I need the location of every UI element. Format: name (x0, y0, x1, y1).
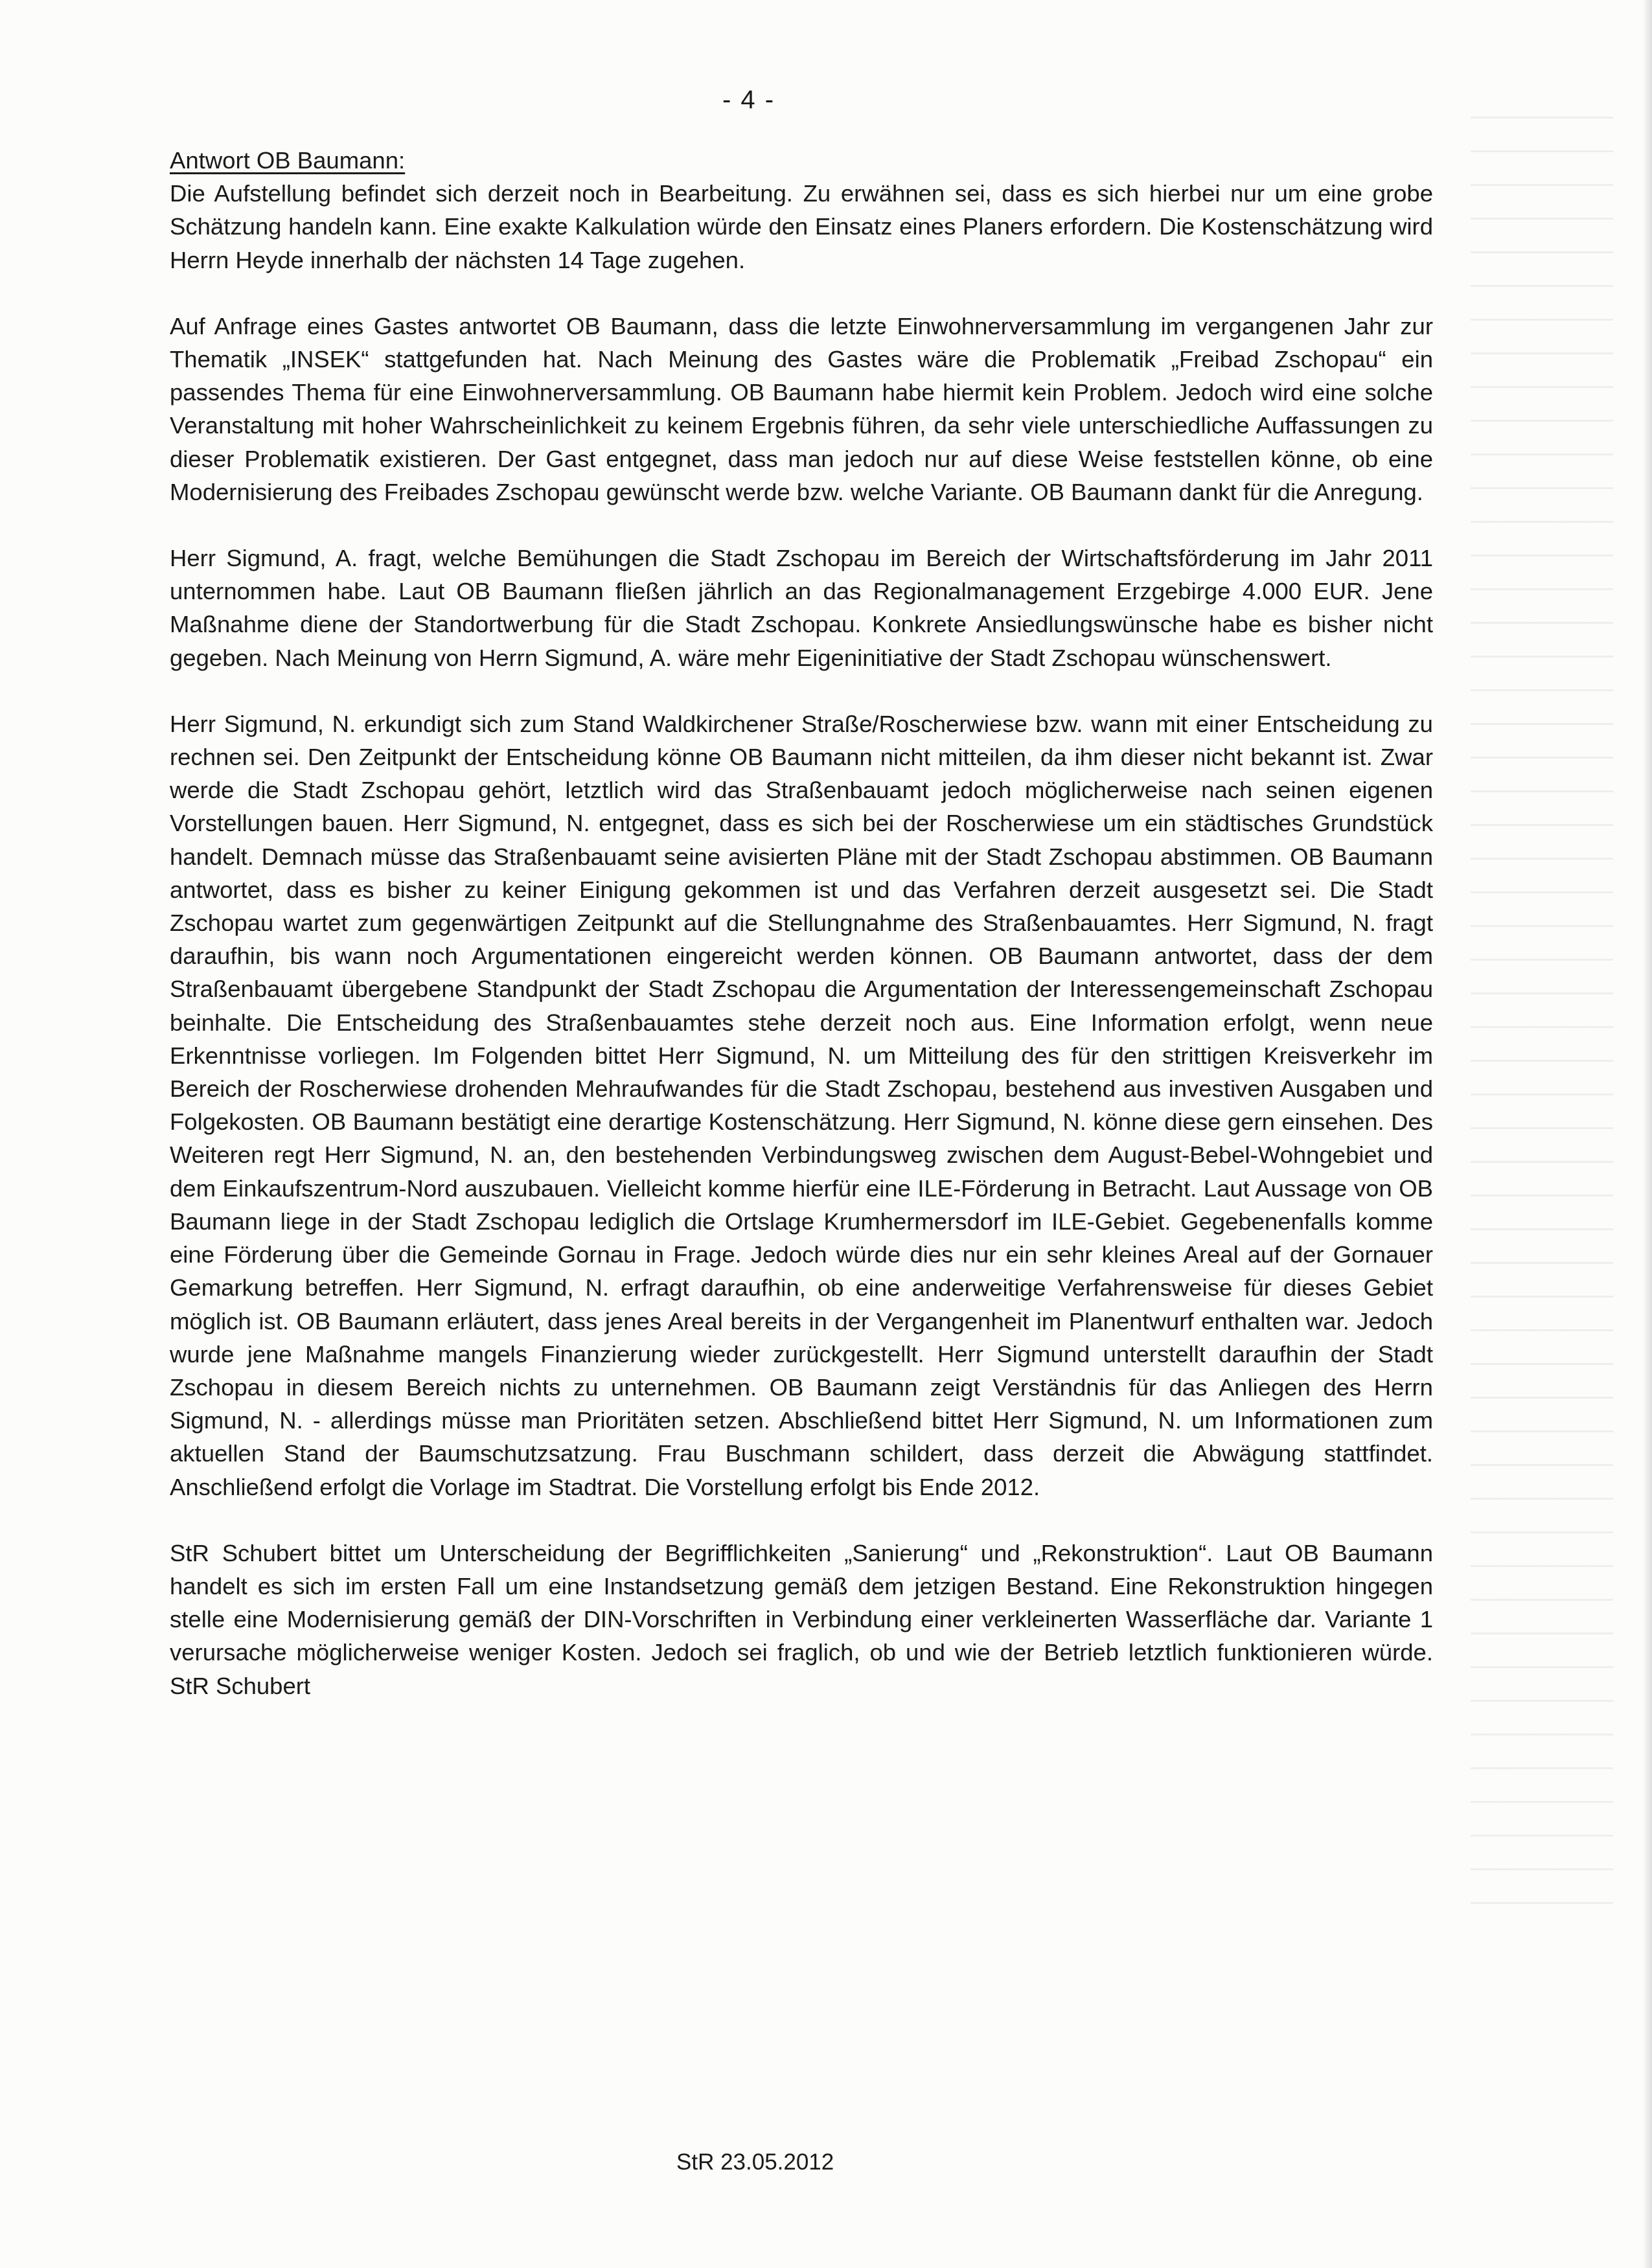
paragraph-sigmund-n: Herr Sigmund, N. erkundigt sich zum Stand Waldkirchener Straße/Roscherwiese bzw. wann mit einer Entscheidung zu rechnen sei. Den Zeitpunkt der Entscheidung könne OB Baumann nicht mitteilen, da ihm dieser nicht bekannt ist. Zwar werde die Stadt Zschopau gehört, letztlich wird das Straßenbauamt jedoch möglicherweise nach seinen eigenen Vorstellungen bauen. Herr Sigmund, N. entgegnet, dass es sich bei der Roscherwiese um ein städtisches Grundstück handelt. Demnach müsse das Straßenbauamt seine avisierten Pläne mit der Stadt Zschopau abstimmen. OB Baumann antwortet, dass es bisher zu keiner Einigung gekommen ist und das Verfahren derzeit ausgesetzt sei. Die Stadt Zschopau wartet zum gegenwärtigen Zeitpunkt auf die Stellungnahme des Straßenbauamtes. Herr Sigmund, N. fragt daraufhin, bis wann noch Argumentationen eingereicht werden können. OB Baumann antwortet, dass der dem Straßenbauamt übergebene Standpunkt der Stadt Zschopau die Argumentation der Interessengemeinschaft Zschopau beinhalte. Die Entscheidung des Straßenbauamtes stehe derzeit noch aus. Eine Information erfolgt, wenn neue Erkenntnisse vorliegen. Im Folgenden bittet Herr Sigmund, N. um Mitteilung des für den strittigen Kreisverkehr im Bereich der Roscherwiese drohenden Mehraufwandes für die Stadt Zschopau, bestehend aus investiven Ausgaben und Folgekosten. OB Baumann bestätigt eine derartige Kostenschätzung. Herr Sigmund, N. könne diese gern einsehen. Des Weiteren regt Herr Sigmund, N. an, den bestehenden Verbindungsweg zwischen dem August-Bebel-Wohngebiet und dem Einkaufszentrum-Nord auszubauen. Vielleicht komme hierfür eine ILE-Förderung in Betracht. Laut Aussage von OB Baumann liege in der Stadt Zschopau lediglich die Ortslage Krumhermersdorf im ILE-Gebiet. Gegebenenfalls komme eine Förderung über die Gemeinde Gornau in Frage. Jedoch würde dies nur ein sehr kleines Areal auf der Gornauer Gemarkung betreffen. Herr Sigmund, N. erfragt daraufhin, ob eine anderweitige Verfahrensweise für dieses Gebiet möglich ist. OB Baumann erläutert, dass jenes Areal bereits in der Vergangenheit im Planentwurf enthalten war. Jedoch wurde jene Maßnahme mangels Finanzierung wieder zurückgestellt. Herr Sigmund unterstellt daraufhin der Stadt Zschopau in diesem Bereich nichts zu unternehmen. OB Baumann zeigt Verständnis für das Anliegen des Herrn Sigmund, N. - allerdings müsse man Prioritäten setzen. Abschließend bittet Herr Sigmund, N. um Informationen zum aktuellen Stand der Baumschutzsatzung. Frau Buschmann schildert, dass derzeit die Abwägung stattfindet. Anschließend erfolgt die Vorlage im Stadtrat. Die Vorstellung erfolgt bis Ende 2012. (170, 710, 1433, 1500)
show-through-text (1471, 117, 1613, 1930)
document-body (170, 144, 1433, 1702)
paragraph-guest-inquiry: Auf Anfrage eines Gastes antwortet OB Baumann, dass die letzte Einwohnerversammlung im vergangenen Jahr zur Thematik „INSEK“ stattgefunden hat. Nach Meinung des Gastes wäre die Problematik „Freibad Zschopau“ ein passendes Thema für eine Einwohnerversammlung. OB Baumann habe hiermit kein Problem. Jedoch wird eine solche Veranstaltung mit hoher Wahrscheinlichkeit zu keinem Ergebnis führen, da sehr viele unterschiedliche Auffassungen zu dieser Problematik existieren. Der Gast entgegnet, dass man jedoch nur auf diese Weise feststellen könne, ob eine Modernisierung des Freibades Zschopau gewünscht werde bzw. welche Variante. OB Baumann dankt für die Anregung. (170, 312, 1433, 505)
page-number: - 4 - (722, 86, 775, 114)
paragraph-schubert: StR Schubert bittet um Unterscheidung der Begrifflichkeiten „Sanierung“ und „Rekonstruktion“. Laut OB Baumann handelt es sich im ersten Fall um eine Instandsetzung gemäß dem jetzigen Bestand. Eine Rekonstruktion hingegen stelle eine Modernisierung gemäß der DIN-Vorschriften in Verbindung einer verkleinerten Wasserfläche dar. Variante 1 verursache möglicherweise weniger Kosten. Jedoch sei fraglich, ob und wie der Betrieb letztlich funktionieren würde. StR Schubert (170, 1539, 1433, 1699)
answer-paragraph: Die Aufstellung befindet sich derzeit noch in Bearbeitung. Zu erwähnen sei, dass es sich hierbei nur um eine grobe Schätzung handeln kann. Eine exakte Kalkulation würde den Einsatz eines Planers erfordern. Die Kostenschätzung wird Herrn Heyde innerhalb der nächsten 14 Tage zugehen. (170, 180, 1433, 273)
paragraph-sigmund-a: Herr Sigmund, A. fragt, welche Bemühungen die Stadt Zschopau im Bereich der Wirtschaftsförderung im Jahr 2011 unternommen habe. Laut OB Baumann fließen jährlich an das Regionalmanagement Erzgebirge 4.000 EUR. Jene Maßnahme diene der Standortwerbung für die Stadt Zschopau. Konkrete Ansiedlungswünsche habe es bisher nicht gegeben. Nach Meinung von Herrn Sigmund, A. wäre mehr Eigeninitiative der Stadt Zschopau wünschenswert. (170, 545, 1433, 671)
footer-session-date: StR 23.05.2012 (676, 2149, 834, 2175)
page-edge-shadow (1643, 0, 1652, 2268)
answer-heading: Antwort OB Baumann: (170, 147, 406, 174)
answer-section (170, 144, 1433, 277)
